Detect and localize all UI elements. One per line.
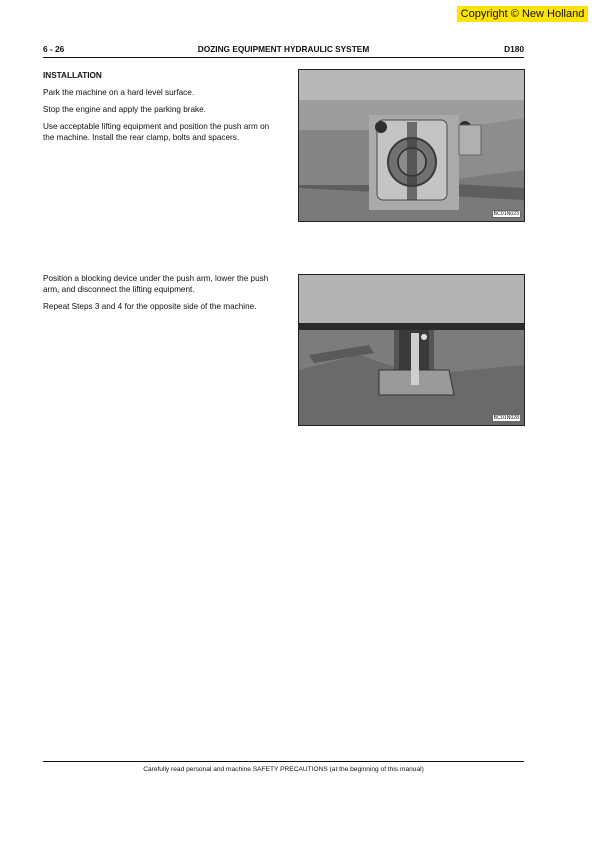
push-arm-clamp-photo: [298, 69, 525, 222]
page-header: [43, 43, 524, 56]
model-name: D180: [504, 44, 524, 54]
photo-illustration: [299, 275, 524, 425]
section-heading: INSTALLATION: [43, 71, 102, 80]
paragraph: Park the machine on a hard level surface.: [43, 88, 195, 97]
photo-illustration: [299, 70, 524, 221]
installation-text: [43, 70, 271, 149]
page-title: DOZING EQUIPMENT HYDRAULIC SYSTEM: [197, 44, 370, 54]
figure-code: BC01N023: [493, 211, 519, 217]
paragraph: Position a blocking device under the push arm, lower the push arm, and disconnect the lifting equipment.: [43, 274, 269, 294]
paragraph: Repeat Steps 3 and 4 for the opposite side of the machine.: [43, 302, 257, 311]
paragraph: Stop the engine and apply the parking brake.: [43, 105, 206, 114]
blocking-text: [43, 273, 271, 318]
page-number: 6 - 26: [43, 44, 65, 54]
safety-footer: Carefully read personal and machine SAFETY PRECAUTIONS (at the beginning of this manual): [143, 766, 424, 773]
figure-code: BC01N028: [493, 415, 519, 421]
copyright-notice: Copyright © New Holland: [457, 6, 588, 22]
blocking-device-photo: [298, 274, 525, 426]
paragraph: Use acceptable lifting equipment and position the push arm on the machine. Install the rear clamp, bolts and spacers.: [43, 122, 270, 142]
header-rule: [43, 57, 524, 58]
footer-rule: [43, 761, 524, 762]
